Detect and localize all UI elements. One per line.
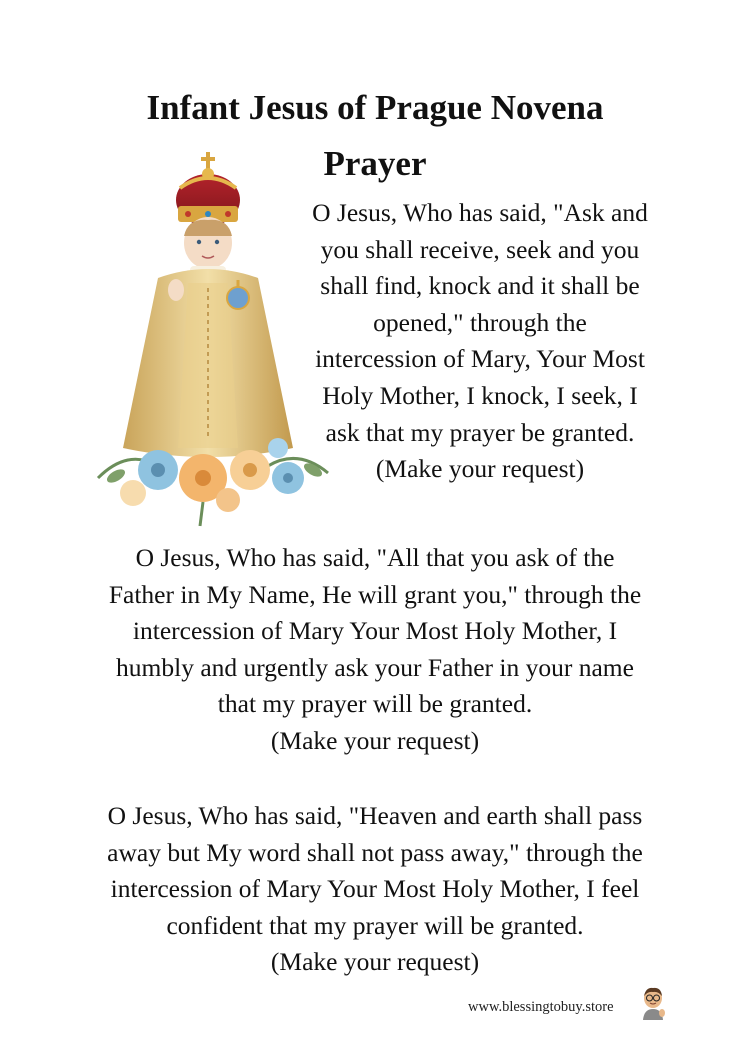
prayer-line: opened," through the	[373, 307, 587, 337]
request-note: (Make your request)	[375, 454, 585, 484]
prayer-line: humbly and urgently ask your Father in your name	[116, 652, 634, 682]
prayer-line: O Jesus, Who has said, "Heaven and earth shall pass	[107, 801, 643, 830]
website-link[interactable]: www.blessingtobuy.store	[468, 999, 614, 1015]
prayer-line: you shall receive, seek and you	[320, 234, 640, 264]
prayer-line: O Jesus, Who has said, "All that you ask of the	[135, 543, 615, 572]
prayer-line: ask that my prayer be granted.	[325, 417, 635, 447]
prayer-line: Father in My Name, He will grant you," through the	[108, 579, 642, 609]
prayer-line: intercession of Mary Your Most Holy Mother, I	[132, 616, 618, 646]
request-note: (Make your request)	[270, 725, 480, 755]
prayer-line: shall find, knock and it shall be	[320, 271, 640, 301]
prayer-line: away but My word shall not pass away," through the	[107, 837, 643, 867]
avatar-icon	[638, 986, 668, 1020]
prayer-line: O Jesus, Who has said, "Ask and	[312, 198, 648, 227]
request-note: (Make your request)	[270, 947, 480, 977]
prayer-paragraph-3	[60, 798, 690, 981]
prayer-paragraph-1	[292, 195, 668, 488]
prayer-line: that my prayer will be granted.	[217, 689, 533, 719]
prayer-line: Holy Mother, I knock, I seek, I	[322, 380, 638, 410]
title-line-1: Infant Jesus of Prague Novena	[146, 88, 604, 127]
prayer-line: intercession of Mary Your Most Holy Mother, I feel	[110, 874, 640, 904]
title-line-2: Prayer	[323, 144, 427, 183]
prayer-line: intercession of Mary, Your Most	[315, 344, 645, 374]
prayer-paragraph-2	[60, 540, 690, 760]
prayer-line: confident that my prayer will be granted.	[166, 910, 584, 940]
